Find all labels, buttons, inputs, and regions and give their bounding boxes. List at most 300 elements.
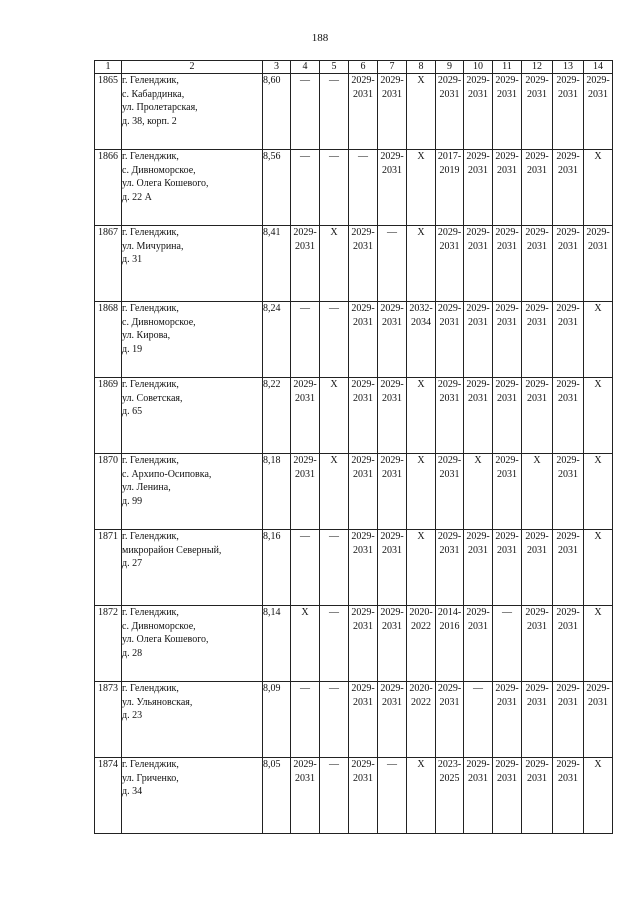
period-text: 2029-: [495, 151, 519, 162]
address-line: ул. Кирова,: [122, 330, 171, 341]
period-cell: [407, 378, 436, 454]
period-cell: [378, 530, 407, 606]
period-text: 2029-: [525, 379, 549, 390]
table-row: [95, 302, 613, 378]
period-cell: [320, 606, 349, 682]
period-text: 2031: [497, 544, 517, 556]
address-line: с. Дивноморское,: [122, 164, 196, 176]
period-text: Х: [330, 379, 338, 390]
period-text: 2029-: [556, 227, 580, 238]
period-cell: [407, 530, 436, 606]
period-text: 2031: [558, 620, 578, 632]
column-header: 10: [464, 61, 493, 74]
period-text: 2029-: [351, 607, 375, 618]
address-line: д. 27: [122, 558, 143, 569]
column-header: 6: [349, 61, 378, 74]
period-text: 2029-: [495, 759, 519, 770]
period-cell: [493, 226, 522, 302]
period-text: 2031: [468, 620, 488, 632]
period-text: —: [329, 683, 339, 694]
period-cell: [522, 530, 553, 606]
period-cell: [320, 226, 349, 302]
period-text: 2017-: [437, 151, 462, 162]
period-cell: [436, 226, 464, 302]
period-cell: [584, 530, 613, 606]
period-cell: [493, 378, 522, 454]
period-text: 2029-: [351, 531, 375, 542]
period-text: 2031: [295, 468, 315, 480]
period-text: 2029-: [380, 379, 404, 390]
period-text: 2029-: [466, 607, 490, 618]
period-cell: [291, 378, 320, 454]
address-line: г. Геленджик,: [122, 683, 179, 694]
period-cell: [493, 682, 522, 758]
period-cell: [553, 378, 584, 454]
column-header: 9: [436, 61, 464, 74]
table-row: [95, 758, 613, 834]
period-text: 2029-: [293, 759, 317, 770]
period-cell: [436, 682, 464, 758]
area-cell: 8,16: [263, 530, 291, 606]
period-text: Х: [417, 227, 425, 238]
address-line: г. Геленджик,: [122, 303, 179, 314]
period-text: 2029-: [525, 151, 549, 162]
period-cell: [349, 606, 378, 682]
period-text: 2029-: [586, 227, 610, 238]
period-cell: [436, 302, 464, 378]
row-number: 1867: [95, 226, 122, 302]
period-cell: [320, 682, 349, 758]
period-text: —: [300, 531, 310, 542]
column-header: 7: [378, 61, 407, 74]
period-cell: [407, 606, 436, 682]
period-text: 2031: [558, 392, 578, 404]
period-text: 2031: [439, 696, 460, 708]
period-text: 2031: [353, 696, 373, 708]
period-text: —: [329, 759, 339, 770]
period-cell: [464, 302, 493, 378]
address-line: д. 23: [122, 710, 143, 721]
period-cell: [522, 682, 553, 758]
address-line: г. Геленджик,: [122, 607, 179, 618]
period-text: Х: [417, 531, 425, 542]
period-text: 2031: [497, 88, 517, 100]
period-text: 2031: [588, 88, 608, 100]
period-cell: [584, 74, 613, 150]
address-line: д. 99: [122, 495, 143, 507]
column-header: 3: [263, 61, 291, 74]
period-cell: [553, 302, 584, 378]
address-line: д. 22 А: [122, 191, 152, 203]
period-text: 2031: [497, 468, 517, 480]
period-text: 2029-: [351, 379, 375, 390]
period-text: 2029-: [466, 303, 490, 314]
period-cell: [522, 226, 553, 302]
period-cell: [584, 758, 613, 834]
address-cell: [122, 74, 263, 150]
period-text: 2031: [439, 316, 460, 328]
period-cell: [349, 378, 378, 454]
period-text: —: [387, 227, 397, 238]
period-text: 2029-: [525, 303, 549, 314]
period-cell: [378, 682, 407, 758]
period-text: 2029-: [525, 227, 549, 238]
period-cell: [320, 378, 349, 454]
period-cell: [584, 302, 613, 378]
period-cell: [349, 302, 378, 378]
area-cell: 8,24: [263, 302, 291, 378]
period-cell: [320, 302, 349, 378]
period-text: 2029-: [380, 75, 404, 86]
address-line: г. Геленджик,: [122, 227, 179, 238]
period-text: 2029-: [380, 455, 404, 466]
period-text: Х: [330, 227, 338, 238]
address-line: ул. Ульяновская,: [122, 696, 193, 708]
period-text: Х: [417, 379, 425, 390]
address-cell: [122, 378, 263, 454]
period-text: 2031: [382, 620, 402, 632]
period-text: 2029-: [556, 607, 580, 618]
address-line: с. Дивноморское,: [122, 620, 196, 632]
period-cell: [584, 150, 613, 226]
period-text: 2029-: [495, 455, 519, 466]
period-text: 2031: [527, 696, 547, 708]
period-text: 2031: [468, 164, 488, 176]
row-number: 1873: [95, 682, 122, 758]
period-text: 2031: [497, 164, 517, 176]
period-text: 2031: [382, 696, 402, 708]
period-cell: [291, 758, 320, 834]
period-text: 2029-: [380, 303, 404, 314]
period-cell: [407, 150, 436, 226]
address-line: ул. Советская,: [122, 392, 183, 404]
period-text: 2029-: [351, 303, 375, 314]
period-cell: [522, 302, 553, 378]
row-number: 1868: [95, 302, 122, 378]
row-number: 1865: [95, 74, 122, 150]
period-text: 2029-: [556, 75, 580, 86]
period-text: 2031: [353, 544, 373, 556]
period-cell: [493, 454, 522, 530]
period-text: 2029-: [437, 455, 462, 466]
period-text: 2031: [468, 392, 488, 404]
period-text: 2031: [382, 316, 402, 328]
address-line: микрорайон Северный,: [122, 544, 222, 556]
period-text: 2031: [588, 696, 608, 708]
period-cell: [464, 682, 493, 758]
period-text: 2031: [527, 164, 547, 176]
period-text: —: [329, 531, 339, 542]
period-cell: [291, 302, 320, 378]
address-line: д. 34: [122, 786, 143, 797]
period-text: Х: [594, 531, 602, 542]
period-text: 2029-: [525, 607, 549, 618]
period-cell: [553, 606, 584, 682]
period-text: 2029-: [495, 303, 519, 314]
period-text: 2029-: [437, 683, 462, 694]
period-cell: [378, 302, 407, 378]
period-cell: [493, 758, 522, 834]
column-header: 11: [493, 61, 522, 74]
area-cell: 8,05: [263, 758, 291, 834]
period-text: Х: [594, 455, 602, 466]
period-text: 2025: [439, 772, 460, 784]
period-text: 2029-: [351, 227, 375, 238]
table-row: [95, 74, 613, 150]
period-text: 2029-: [466, 227, 490, 238]
period-cell: [349, 530, 378, 606]
period-cell: [291, 150, 320, 226]
address-line: с. Дивноморское,: [122, 316, 196, 328]
period-text: 2029-: [351, 683, 375, 694]
period-text: —: [329, 151, 339, 162]
period-cell: [349, 74, 378, 150]
period-text: 2031: [558, 772, 578, 784]
period-cell: [584, 454, 613, 530]
row-number: 1870: [95, 454, 122, 530]
period-text: 2029-: [293, 379, 317, 390]
area-cell: 8,18: [263, 454, 291, 530]
table-row: [95, 378, 613, 454]
period-text: —: [300, 683, 310, 694]
period-cell: [378, 226, 407, 302]
period-text: 2029-: [586, 75, 610, 86]
period-text: 2029-: [586, 683, 610, 694]
period-text: 2031: [558, 164, 578, 176]
period-cell: [436, 74, 464, 150]
period-text: 2031: [497, 316, 517, 328]
period-text: 2031: [468, 544, 488, 556]
period-text: 2031: [353, 316, 373, 328]
address-line: г. Геленджик,: [122, 75, 179, 86]
period-text: 2029-: [380, 151, 404, 162]
period-cell: [291, 226, 320, 302]
row-number: 1872: [95, 606, 122, 682]
table-row: [95, 530, 613, 606]
period-text: Х: [417, 151, 425, 162]
period-cell: [291, 606, 320, 682]
period-text: 2031: [295, 240, 315, 252]
period-cell: [378, 74, 407, 150]
period-text: Х: [474, 455, 482, 466]
address-cell: [122, 226, 263, 302]
period-cell: [349, 758, 378, 834]
period-cell: [522, 758, 553, 834]
period-text: 2020-: [409, 607, 433, 618]
period-text: Х: [533, 455, 541, 466]
period-cell: [320, 74, 349, 150]
period-text: 2031: [382, 468, 402, 480]
period-text: —: [358, 151, 368, 162]
period-text: 2031: [468, 316, 488, 328]
period-text: 2019: [439, 164, 460, 176]
period-cell: [522, 606, 553, 682]
period-cell: [464, 758, 493, 834]
address-cell: [122, 302, 263, 378]
area-cell: 8,41: [263, 226, 291, 302]
period-cell: [464, 226, 493, 302]
table-row: [95, 454, 613, 530]
address-line: г. Геленджик,: [122, 455, 179, 466]
period-text: 2029-: [556, 531, 580, 542]
column-header: 4: [291, 61, 320, 74]
period-text: 2029-: [351, 75, 375, 86]
period-cell: [493, 530, 522, 606]
period-text: 2029-: [556, 455, 580, 466]
period-text: 2029-: [495, 227, 519, 238]
period-text: 2029-: [495, 531, 519, 542]
period-text: Х: [594, 303, 602, 314]
area-cell: 8,09: [263, 682, 291, 758]
period-cell: [436, 606, 464, 682]
period-text: 2031: [497, 392, 517, 404]
period-cell: [407, 302, 436, 378]
period-text: 2029-: [380, 683, 404, 694]
address-cell: [122, 530, 263, 606]
period-text: —: [502, 607, 512, 618]
address-cell: [122, 150, 263, 226]
period-text: 2022: [411, 620, 431, 632]
period-cell: [349, 682, 378, 758]
period-text: 2029-: [466, 379, 490, 390]
period-text: 2029-: [556, 151, 580, 162]
period-cell: [493, 302, 522, 378]
period-text: —: [329, 75, 339, 86]
period-text: 2029-: [495, 379, 519, 390]
period-text: 2031: [439, 468, 460, 480]
period-text: 2029-: [466, 75, 490, 86]
period-text: 2031: [439, 392, 460, 404]
period-text: Х: [417, 455, 425, 466]
period-text: 2029-: [525, 75, 549, 86]
period-cell: [584, 682, 613, 758]
period-cell: [553, 150, 584, 226]
column-header: 1: [95, 61, 122, 74]
period-text: 2020-: [409, 683, 433, 694]
period-text: 2029-: [437, 75, 462, 86]
period-cell: [464, 150, 493, 226]
address-line: д. 28: [122, 647, 143, 659]
period-text: 2029-: [495, 683, 519, 694]
area-cell: 8,56: [263, 150, 291, 226]
period-text: 2029-: [293, 227, 317, 238]
period-text: 2031: [558, 316, 578, 328]
period-cell: [493, 74, 522, 150]
period-text: 2031: [468, 772, 488, 784]
period-cell: [436, 378, 464, 454]
period-cell: [436, 530, 464, 606]
area-cell: 8,14: [263, 606, 291, 682]
period-cell: [407, 226, 436, 302]
address-line: с. Кабардинка,: [122, 88, 185, 100]
period-cell: [493, 150, 522, 226]
period-text: 2016: [439, 620, 460, 632]
period-text: 2029-: [556, 379, 580, 390]
row-number: 1869: [95, 378, 122, 454]
period-text: 2031: [558, 544, 578, 556]
period-text: —: [300, 303, 310, 314]
period-text: 2029-: [437, 379, 462, 390]
address-line: ул. Пролетарская,: [122, 102, 198, 113]
period-text: —: [300, 151, 310, 162]
period-cell: [436, 758, 464, 834]
period-text: 2031: [558, 696, 578, 708]
period-text: —: [473, 683, 483, 694]
column-header: 12: [522, 61, 553, 74]
column-header: 5: [320, 61, 349, 74]
period-text: 2031: [497, 240, 517, 252]
row-number: 1866: [95, 150, 122, 226]
period-text: 2029-: [351, 455, 375, 466]
period-cell: [378, 758, 407, 834]
period-text: 2031: [527, 316, 547, 328]
period-text: 2029-: [466, 151, 490, 162]
period-cell: [407, 682, 436, 758]
period-text: 2029-: [437, 303, 462, 314]
period-cell: [553, 226, 584, 302]
period-text: 2029-: [525, 683, 549, 694]
period-text: Х: [417, 759, 425, 770]
period-cell: [349, 150, 378, 226]
address-line: с. Архипо-Осиповка,: [122, 468, 212, 480]
period-text: Х: [594, 151, 602, 162]
period-text: 2031: [382, 88, 402, 100]
period-text: —: [329, 607, 339, 618]
period-text: 2029-: [437, 531, 462, 542]
address-cell: [122, 606, 263, 682]
period-cell: [291, 74, 320, 150]
period-text: 2029-: [495, 75, 519, 86]
period-text: 2031: [439, 240, 460, 252]
period-text: 2031: [588, 240, 608, 252]
register-table: [94, 60, 613, 834]
address-line: г. Геленджик,: [122, 531, 179, 542]
period-cell: [464, 74, 493, 150]
period-text: Х: [330, 455, 338, 466]
column-header: 14: [584, 61, 613, 74]
address-line: г. Геленджик,: [122, 759, 179, 770]
period-text: 2029-: [293, 455, 317, 466]
period-cell: [553, 682, 584, 758]
period-text: —: [300, 75, 310, 86]
period-text: 2031: [468, 88, 488, 100]
period-text: Х: [594, 607, 602, 618]
period-text: 2031: [382, 392, 402, 404]
address-line: д. 31: [122, 254, 143, 265]
period-text: 2031: [353, 392, 373, 404]
period-cell: [378, 378, 407, 454]
period-text: —: [329, 303, 339, 314]
period-cell: [522, 74, 553, 150]
period-cell: [349, 454, 378, 530]
period-text: 2031: [295, 392, 315, 404]
column-header: 2: [122, 61, 263, 74]
address-cell: [122, 454, 263, 530]
period-text: 2023-: [437, 759, 462, 770]
period-text: 2029-: [556, 759, 580, 770]
period-cell: [320, 150, 349, 226]
period-cell: [436, 150, 464, 226]
period-text: 2031: [353, 240, 373, 252]
period-cell: [378, 150, 407, 226]
table-row: [95, 682, 613, 758]
period-cell: [493, 606, 522, 682]
period-text: 2034: [411, 316, 431, 328]
period-text: 2031: [439, 544, 460, 556]
period-text: 2029-: [380, 607, 404, 618]
period-text: 2029-: [525, 759, 549, 770]
period-text: 2029-: [556, 683, 580, 694]
